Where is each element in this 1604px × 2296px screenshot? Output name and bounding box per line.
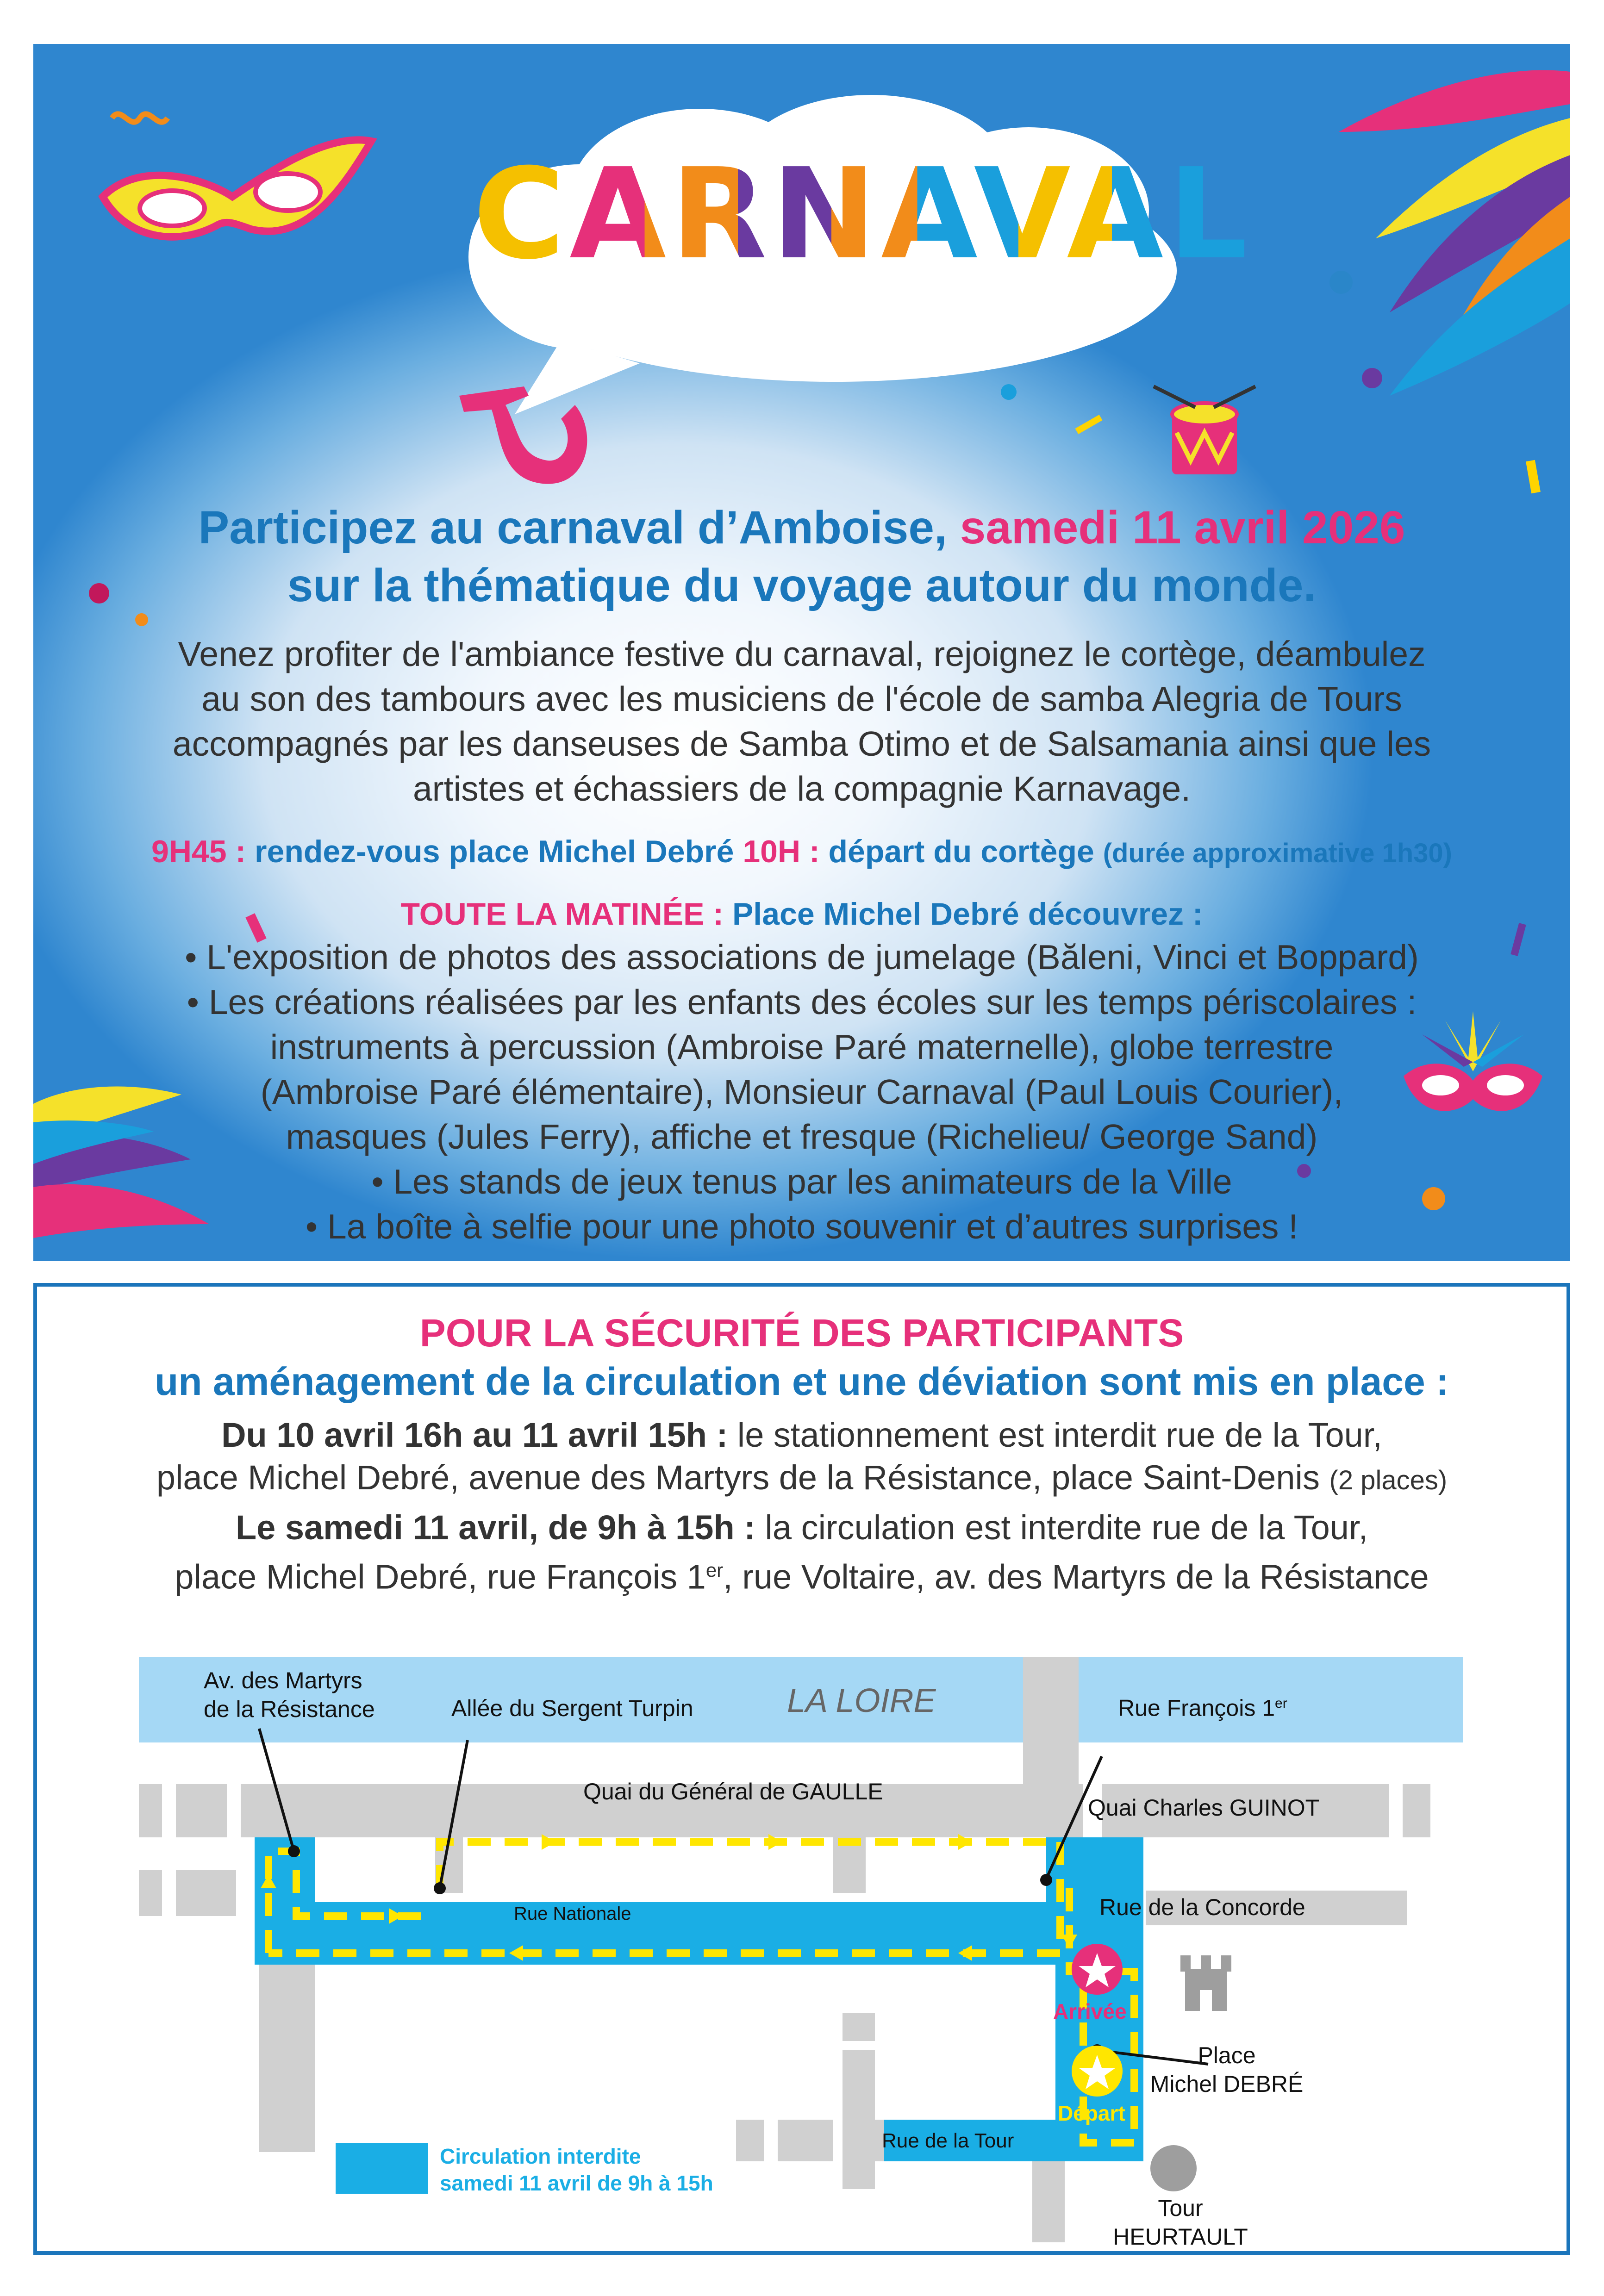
- saxophone-icon: [450, 368, 598, 498]
- event-panel: [33, 44, 1570, 1261]
- intro-line: au son des tambours avec les musiciens de l'école de samba Alegria de Tours: [201, 679, 1402, 718]
- headline-line2: sur la thématique du voyage autour du monde.: [287, 560, 1317, 611]
- carnival-mask-icon: [84, 90, 399, 285]
- legend-swatch: [336, 2143, 428, 2194]
- label-martyrs: Av. des Martyrs de la Résistance: [204, 1668, 375, 1722]
- confetti-decoration: [135, 613, 148, 626]
- label-quai-guinot: Quai Charles GUINOT: [1088, 1795, 1320, 1821]
- route-map-drawing: [37, 1287, 1567, 2251]
- label-rue-tour: Rue de la Tour: [882, 2129, 1014, 2152]
- list-item: • L'exposition de photos des associations de jumelage (Băleni, Vinci et Boppard): [185, 938, 1419, 977]
- parking-dates: Du 10 avril 16h au 11 avril 15h :: [221, 1416, 728, 1454]
- confetti-decoration: [1526, 460, 1541, 493]
- logo-text: CARNAVAL: [473, 141, 1253, 287]
- time-meeting: 9H45 :: [151, 834, 246, 869]
- label-quai-gaulle: Quai du Général de GAULLE: [583, 1779, 883, 1804]
- castle-icon: [1180, 1955, 1231, 2011]
- label-tour-heurtault: Tour HEURTAULT: [1113, 2195, 1248, 2250]
- departure-text: départ du cortège: [819, 834, 1103, 869]
- parking-text-1: le stationnement est interdit rue de la Tour,: [728, 1416, 1382, 1454]
- morning-label: TOUTE LA MATINÉE :: [400, 896, 724, 932]
- headline: [33, 500, 1570, 555]
- label-place-debre: Place Michel DEBRÉ: [1150, 2042, 1304, 2097]
- intro-paragraph: [33, 632, 1570, 811]
- river-label: LA LOIRE: [787, 1682, 936, 1719]
- list-item: • Les créations réalisées par les enfants des écoles sur les temps périscolaires :: [187, 983, 1417, 1021]
- traffic-sup: er: [705, 1559, 724, 1581]
- intro-line: artistes et échassiers de la compagnie Karnavage.: [412, 769, 1191, 808]
- carnaval-logo: [473, 141, 1253, 287]
- list-item: • La boîte à selfie pour une photo souvenir et d’autres surprises !: [305, 1207, 1298, 1246]
- label-arrivee: Arrivée: [1053, 1999, 1127, 2023]
- safety-panel: [33, 1283, 1570, 2255]
- parking-places: (2 places): [1329, 1465, 1448, 1495]
- closed-roads: [255, 1837, 1143, 2161]
- parking-text-2: place Michel Debré, avenue des Martyrs de la Résistance, place Saint-Denis: [156, 1458, 1329, 1497]
- label-concorde: Rue de la Concorde: [1099, 1894, 1305, 1920]
- list-item: (Ambroise Paré élémentaire), Monsieur Carnaval (Paul Louis Courier),: [260, 1072, 1343, 1111]
- safety-subtitle: un aménagement de la circulation et une déviation sont mis en place :: [155, 1360, 1449, 1403]
- intro-line: Venez profiter de l'ambiance festive du carnaval, rejoignez le cortège, déambulez: [178, 635, 1426, 673]
- map-legend: Circulation interdite samedi 11 avril de 9h à 15h: [440, 2144, 713, 2195]
- duration-text: (durée approximative 1h30): [1103, 838, 1452, 868]
- feathers-icon: [1237, 44, 1570, 442]
- activities-list: [33, 935, 1570, 1249]
- safety-title: POUR LA SÉCURITÉ DES PARTICIPANTS: [419, 1311, 1184, 1355]
- label-turpin: Allée du Sergent Turpin: [451, 1695, 693, 1721]
- parade-route: [268, 1842, 1134, 2143]
- label-nationale: Rue Nationale: [514, 1904, 631, 1924]
- route-map: [37, 1287, 1567, 2251]
- meeting-text: rendez-vous place Michel Debré: [246, 834, 743, 869]
- traffic-text-2b: , rue Voltaire, av. des Martyrs de la Résistance: [723, 1557, 1429, 1596]
- list-item: masques (Jules Ferry), affiche et fresque (Richelieu/ George Sand): [286, 1117, 1318, 1156]
- traffic-text-2a: place Michel Debré, rue François 1: [175, 1557, 706, 1596]
- morning-place: Place Michel Debré découvrez :: [724, 896, 1203, 932]
- event-date: samedi 11 avril 2026: [960, 502, 1405, 554]
- label-francois: Rue François 1er: [1118, 1695, 1287, 1721]
- morning-heading: [33, 893, 1570, 935]
- intro-line: accompagnés par les danseuses de Samba Otimo et de Salsamania ainsi que les: [172, 724, 1431, 763]
- headline-line1: Participez au carnaval d’Amboise,: [198, 502, 960, 554]
- list-item: • Les stands de jeux tenus par les animateurs de la Ville: [371, 1162, 1232, 1201]
- traffic-dates: Le samedi 11 avril, de 9h à 15h :: [235, 1508, 755, 1547]
- list-item: instruments à percussion (Ambroise Paré maternelle), globe terrestre: [270, 1027, 1334, 1066]
- traffic-text-1: la circulation est interdite rue de la Tour,: [755, 1508, 1368, 1547]
- tower-icon: [1150, 2145, 1197, 2191]
- label-depart: Départ: [1058, 2101, 1125, 2125]
- time-departure: 10H :: [743, 834, 820, 869]
- schedule: [33, 831, 1570, 874]
- drum-icon: [1144, 368, 1265, 488]
